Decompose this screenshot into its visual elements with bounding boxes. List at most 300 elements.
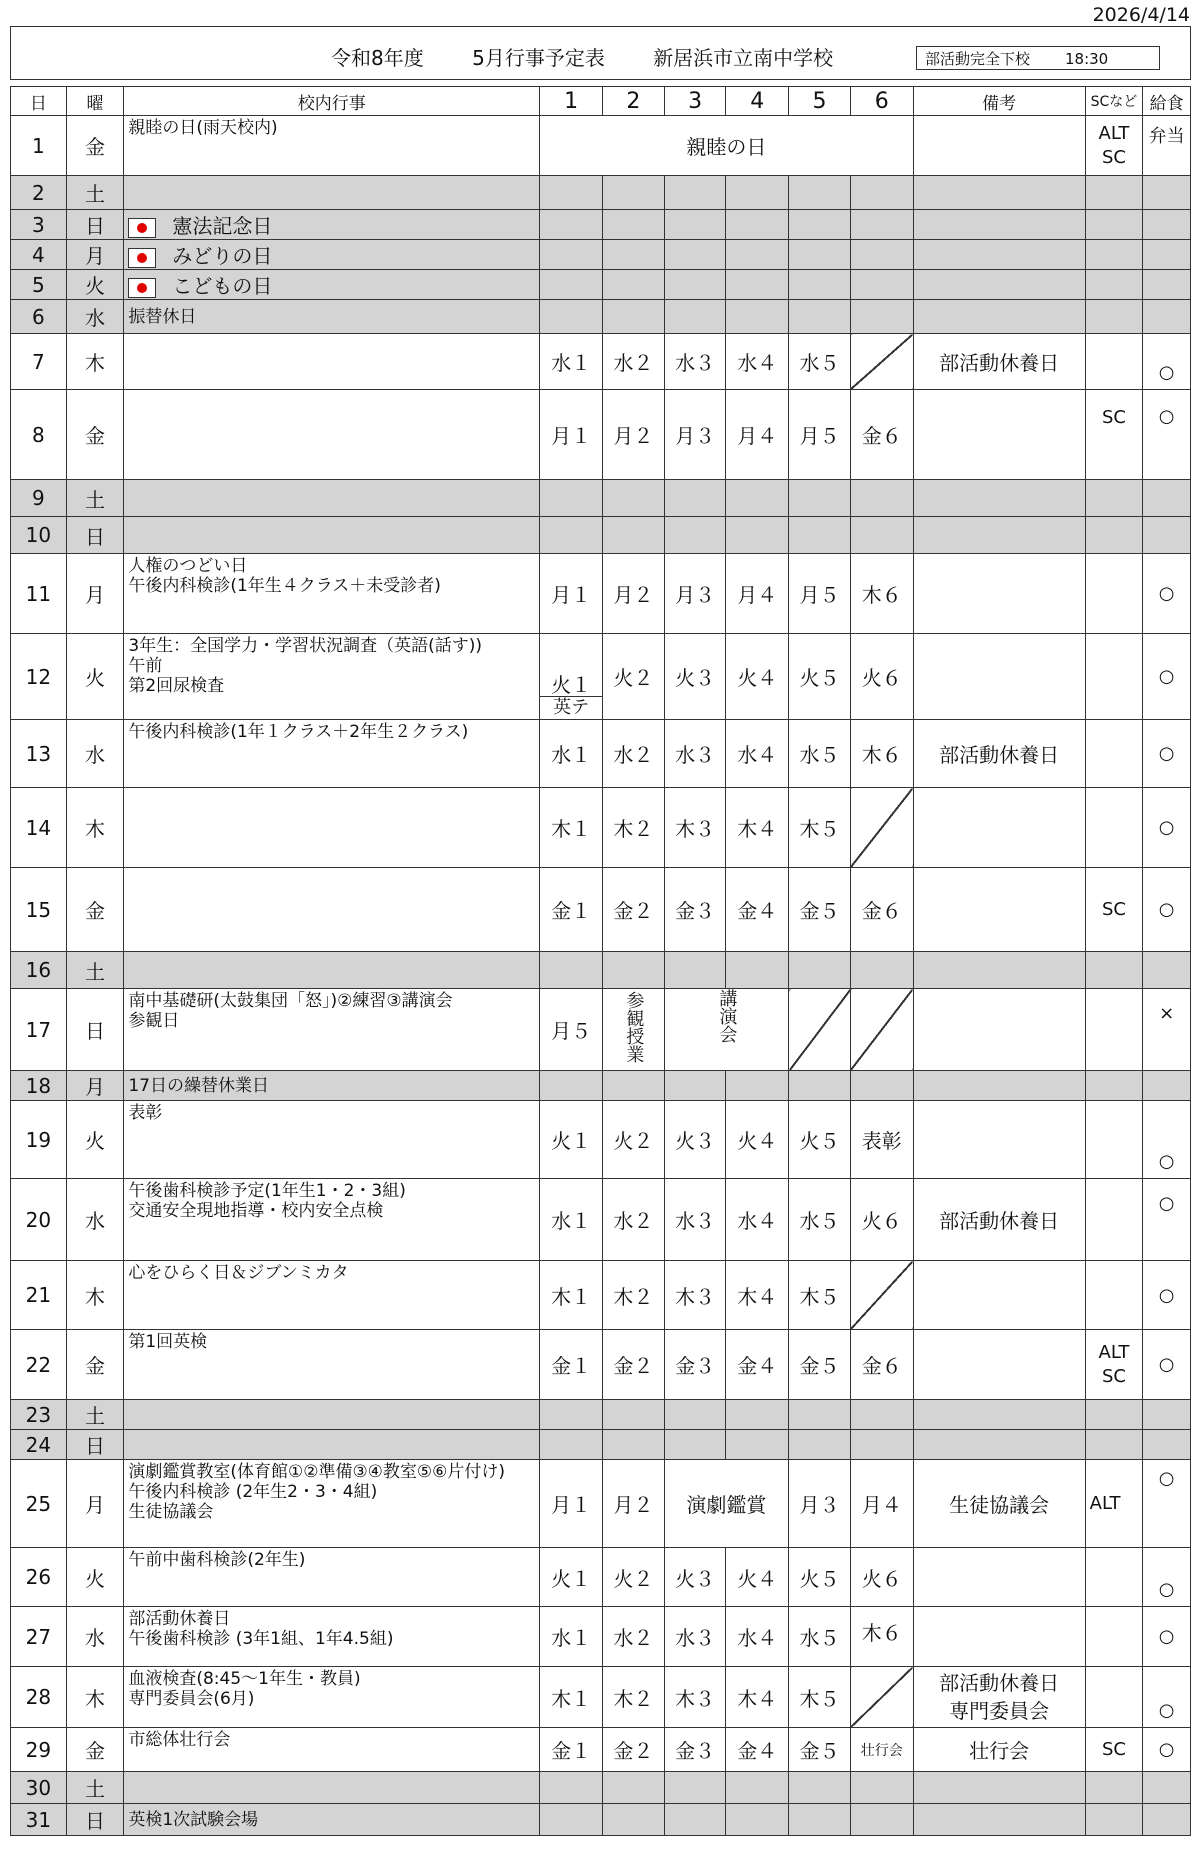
period-cell: 火１: [540, 1101, 603, 1179]
event-cell: 人権のつどい日 午後内科検診(1年生４クラス＋未受診者): [124, 554, 540, 634]
period-cell: 火３: [664, 1548, 726, 1607]
period-cell: 木６: [850, 554, 913, 634]
period-cell: 金４: [726, 1330, 789, 1400]
sc-cell: [1085, 1071, 1143, 1101]
period-cell: 火６: [850, 1548, 913, 1607]
event-cell: [124, 868, 540, 952]
meal-cell: [1143, 480, 1191, 517]
period-cell: [602, 517, 664, 554]
meal-cell: [1143, 1772, 1191, 1804]
period-cell-vertical: [602, 989, 664, 1071]
event-cell: [124, 1772, 540, 1804]
meal-cell: [1143, 1071, 1191, 1101]
event-cell: 部活動休養日 午後歯科検診 (3年1組、1年4.5組): [124, 1607, 540, 1667]
event-cell: [124, 952, 540, 989]
period-cell: [850, 1071, 913, 1101]
table-row: [11, 1179, 1191, 1261]
period-cell: 水１: [540, 1179, 603, 1261]
period-cell-none: [850, 989, 913, 1071]
col-events: 校内行事: [124, 87, 540, 116]
fiscal-year: 令和8年度: [331, 46, 424, 70]
table-row: [11, 334, 1191, 390]
period-cell: [789, 210, 851, 240]
period-cell: 水３: [664, 720, 726, 788]
period-cell: [850, 1772, 913, 1804]
period-cell: [726, 1400, 789, 1430]
weekday-cell: 水: [66, 1179, 124, 1261]
period-cell: [726, 1804, 789, 1836]
table-row: [11, 1071, 1191, 1101]
period-cell: [789, 1071, 851, 1101]
period-cell: [540, 952, 603, 989]
period-cell: 月５: [540, 989, 603, 1071]
meal-cell: [1143, 1400, 1191, 1430]
event-cell: 南中基礎研(太鼓集団「怒」)②練習③講演会 参観日: [124, 989, 540, 1071]
meal-cell: [1143, 176, 1191, 210]
day-cell: 22: [11, 1330, 67, 1400]
period-cell: 木３: [664, 1667, 726, 1728]
table-row: [11, 270, 1191, 300]
table-row: [11, 1607, 1191, 1667]
day-cell: 17: [11, 989, 67, 1071]
notes-cell: [913, 390, 1085, 480]
table-row: [11, 1430, 1191, 1460]
sc-cell: [1085, 334, 1143, 390]
period-cell: 木６: [850, 720, 913, 788]
period-cell: [789, 1400, 851, 1430]
table-row: [11, 176, 1191, 210]
sc-cell: [1085, 240, 1143, 270]
japan-flag-icon: [128, 248, 156, 268]
meal-cell: ○: [1143, 868, 1191, 952]
merged-period-cell: 親睦の日: [540, 116, 913, 176]
japan-flag-icon: [128, 218, 156, 238]
dismissal-box: [916, 46, 1160, 70]
period-vertical-text: 参観授業: [623, 991, 645, 1063]
notes-cell: [913, 517, 1085, 554]
day-cell: 14: [11, 788, 67, 868]
table-row: [11, 1728, 1191, 1772]
event-cell: [124, 270, 540, 300]
weekday-cell: 金: [66, 868, 124, 952]
period-cell: [726, 1430, 789, 1460]
weekday-cell: 月: [66, 240, 124, 270]
col-day: 日: [11, 87, 67, 116]
sc-cell: [1085, 517, 1143, 554]
event-cell: 心をひらく日＆ジブンミカタ: [124, 1261, 540, 1330]
holiday-name: 憲法記念日: [172, 214, 273, 238]
sc-cell: [1085, 989, 1143, 1071]
period-cell: 表彰: [850, 1101, 913, 1179]
period-cell: 月５: [789, 554, 851, 634]
notes-cell: [913, 176, 1085, 210]
meal-cell: ○: [1143, 788, 1191, 868]
period-cell: 水４: [726, 720, 789, 788]
day-cell: 12: [11, 634, 67, 720]
period-cell: 月３: [664, 554, 726, 634]
period-cell: 金３: [664, 1728, 726, 1772]
day-cell: 2: [11, 176, 67, 210]
col-meal: 給食: [1143, 87, 1191, 116]
notes-cell: [913, 116, 1085, 176]
period-cell: [602, 1400, 664, 1430]
meal-cell: [1143, 270, 1191, 300]
period-cell: [726, 240, 789, 270]
period-cell: 火２: [602, 634, 664, 720]
period-cell: 木２: [602, 788, 664, 868]
day-cell: 29: [11, 1728, 67, 1772]
period-cell-split: [540, 634, 603, 720]
period-cell: 金３: [664, 868, 726, 952]
notes-cell: [913, 300, 1085, 334]
period-cell: 月４: [850, 1460, 913, 1548]
period-cell: [789, 952, 851, 989]
weekday-cell: 日: [66, 517, 124, 554]
day-cell: 31: [11, 1804, 67, 1836]
period-cell: 木１: [540, 1261, 603, 1330]
notes-cell: 部活動休養日: [913, 334, 1085, 390]
sc-cell: ALT SC: [1085, 116, 1143, 176]
weekday-cell: 火: [66, 634, 124, 720]
period-cell: [726, 1071, 789, 1101]
weekday-cell: 金: [66, 1728, 124, 1772]
table-row: [11, 788, 1191, 868]
notes-cell: [913, 1772, 1085, 1804]
period-cell: [789, 1430, 851, 1460]
col-period-1: 1: [540, 87, 603, 116]
table-header-row: [11, 87, 1191, 116]
period-cell: 木５: [789, 1667, 851, 1728]
table-row: [11, 1261, 1191, 1330]
event-cell: 振替休日: [124, 300, 540, 334]
period-cell: [726, 1772, 789, 1804]
table-row: [11, 116, 1191, 176]
meal-cell: ○: [1143, 1101, 1191, 1179]
weekday-cell: 木: [66, 334, 124, 390]
period-cell: [726, 300, 789, 334]
period-cell: [850, 176, 913, 210]
notes-cell: [913, 240, 1085, 270]
period-cell: 金３: [664, 1330, 726, 1400]
period-cell: [664, 1400, 726, 1430]
weekday-cell: 木: [66, 1261, 124, 1330]
event-cell: [124, 240, 540, 270]
sc-cell: [1085, 1772, 1143, 1804]
period-cell: 月３: [664, 390, 726, 480]
period-cell: [789, 517, 851, 554]
notes-cell: [913, 210, 1085, 240]
period-cell: 木４: [726, 788, 789, 868]
sc-cell: [1085, 554, 1143, 634]
meal-cell: ○: [1143, 1460, 1191, 1548]
period-cell: [540, 1772, 603, 1804]
period-cell: 月１: [540, 554, 603, 634]
period-cell: 木５: [789, 788, 851, 868]
weekday-cell: 土: [66, 1772, 124, 1804]
period-cell: 木３: [664, 1261, 726, 1330]
period-cell: 火３: [664, 1101, 726, 1179]
period-cell: [789, 480, 851, 517]
period-cell: [789, 1804, 851, 1836]
day-cell: 26: [11, 1548, 67, 1607]
sc-cell: [1085, 480, 1143, 517]
notes-cell: [913, 1400, 1085, 1430]
period-cell: 月１: [540, 390, 603, 480]
period-cell: 火２: [602, 1548, 664, 1607]
event-cell: [124, 480, 540, 517]
period-cell: 金１: [540, 1728, 603, 1772]
col-notes: 備考: [913, 87, 1085, 116]
period-cell: 火４: [726, 1548, 789, 1607]
period-cell: [664, 1772, 726, 1804]
notes-cell: [913, 1430, 1085, 1460]
period-cell: [850, 270, 913, 300]
period-cell: [726, 517, 789, 554]
period-cell: [789, 1772, 851, 1804]
period-cell: [540, 270, 603, 300]
period-cell-none: [850, 1667, 913, 1728]
notes-cell: [913, 554, 1085, 634]
weekday-cell: 木: [66, 1667, 124, 1728]
meal-cell: ○: [1143, 1607, 1191, 1667]
day-cell: 24: [11, 1430, 67, 1460]
sc-cell: [1085, 1430, 1143, 1460]
period-cell: [664, 176, 726, 210]
day-cell: 16: [11, 952, 67, 989]
period-cell: [540, 480, 603, 517]
period-cell: 金４: [726, 1728, 789, 1772]
day-cell: 30: [11, 1772, 67, 1804]
period-cell: [789, 300, 851, 334]
event-cell: [124, 517, 540, 554]
day-cell: 3: [11, 210, 67, 240]
col-period-6: 6: [850, 87, 913, 116]
period-cell: 金１: [540, 868, 603, 952]
sc-cell: [1085, 1607, 1143, 1667]
period-cell: 木４: [726, 1261, 789, 1330]
period-cell: [850, 210, 913, 240]
period-cell: 木５: [789, 1261, 851, 1330]
period-cell: [850, 480, 913, 517]
period-cell: [540, 1071, 603, 1101]
period-cell: [540, 240, 603, 270]
holiday-name: こどもの日: [172, 274, 273, 298]
period-cell: [850, 300, 913, 334]
weekday-cell: 土: [66, 952, 124, 989]
period-cell: [726, 480, 789, 517]
day-cell: 8: [11, 390, 67, 480]
sc-cell: [1085, 1101, 1143, 1179]
document-header: [10, 26, 1191, 80]
notes-cell: [913, 1548, 1085, 1607]
notes-cell: [913, 1261, 1085, 1330]
period-cell: [789, 240, 851, 270]
event-cell: [124, 1430, 540, 1460]
period-cell: [850, 517, 913, 554]
period-cell: 月２: [602, 554, 664, 634]
japan-flag-icon: [128, 278, 156, 298]
period-cell: 火６: [850, 634, 913, 720]
period-cell: 金２: [602, 868, 664, 952]
notes-cell: [913, 480, 1085, 517]
period-cell: [540, 517, 603, 554]
sc-cell: [1085, 1261, 1143, 1330]
table-row: [11, 634, 1191, 720]
table-row: [11, 1667, 1191, 1728]
document-title: [331, 42, 875, 71]
event-cell: 親睦の日(雨天校内): [124, 116, 540, 176]
weekday-cell: 土: [66, 480, 124, 517]
period-cell: 金５: [789, 1330, 851, 1400]
notes-cell: 部活動休養日 専門委員会: [913, 1667, 1085, 1728]
period-cell: 金６: [850, 868, 913, 952]
period-cell: 水３: [664, 334, 726, 390]
holiday-name: みどりの日: [172, 244, 273, 268]
meal-cell: [1143, 517, 1191, 554]
table-row: [11, 1400, 1191, 1430]
merged-period-cell: 演劇鑑賞: [664, 1460, 788, 1548]
period-cell: 水５: [789, 1179, 851, 1261]
period-cell: [789, 176, 851, 210]
period-cell: 木６: [850, 1607, 913, 1667]
day-cell: 20: [11, 1179, 67, 1261]
period-cell: 火４: [726, 634, 789, 720]
sc-cell: [1085, 952, 1143, 989]
weekday-cell: 水: [66, 720, 124, 788]
meal-cell: ○: [1143, 634, 1191, 720]
period-cell: 火３: [664, 634, 726, 720]
meal-cell: [1143, 240, 1191, 270]
weekday-cell: 火: [66, 1548, 124, 1607]
table-row: [11, 1101, 1191, 1179]
period-cell: 水３: [664, 1179, 726, 1261]
notes-cell: [913, 270, 1085, 300]
period-cell: 水５: [789, 1607, 851, 1667]
weekday-cell: 日: [66, 1430, 124, 1460]
weekday-cell: 土: [66, 1400, 124, 1430]
period-cell: [664, 240, 726, 270]
table-row: [11, 1548, 1191, 1607]
event-cell: [124, 1400, 540, 1430]
period-cell: 木４: [726, 1667, 789, 1728]
sc-cell: ALT SC: [1085, 1330, 1143, 1400]
period-sub-value: 英テ: [540, 696, 602, 719]
table-row: [11, 989, 1191, 1071]
schedule-table: [10, 86, 1191, 1836]
weekday-cell: 水: [66, 300, 124, 334]
meal-cell: ○: [1143, 1179, 1191, 1261]
event-cell: 17日の繰替休業日: [124, 1071, 540, 1101]
event-cell: 第1回英検: [124, 1330, 540, 1400]
event-cell: 表彰: [124, 1101, 540, 1179]
sc-cell: SC: [1085, 390, 1143, 480]
period-cell: 金６: [850, 390, 913, 480]
day-cell: 11: [11, 554, 67, 634]
table-row: [11, 1460, 1191, 1548]
notes-cell: [913, 788, 1085, 868]
period-cell: 月５: [789, 390, 851, 480]
period-cell: 金５: [789, 868, 851, 952]
period-cell: 水２: [602, 1179, 664, 1261]
period-cell: [540, 1804, 603, 1836]
period-cell: [850, 952, 913, 989]
weekday-cell: 日: [66, 989, 124, 1071]
meal-cell: [1143, 210, 1191, 240]
meal-cell: ○: [1143, 1667, 1191, 1728]
day-cell: 9: [11, 480, 67, 517]
period-cell: [664, 952, 726, 989]
day-cell: 15: [11, 868, 67, 952]
notes-cell: 部活動休養日: [913, 720, 1085, 788]
period-cell: 木２: [602, 1667, 664, 1728]
period-value: 火１: [551, 673, 592, 697]
period-cell-vertical: [664, 989, 788, 1071]
schedule-title: 5月行事予定表: [472, 46, 605, 70]
notes-cell: 部活動休養日: [913, 1179, 1085, 1261]
period-cell: [602, 300, 664, 334]
day-cell: 4: [11, 240, 67, 270]
school-name: 新居浜市立南中学校: [653, 46, 834, 70]
table-row: [11, 390, 1191, 480]
event-cell: 午前中歯科検診(2年生): [124, 1548, 540, 1607]
meal-cell: [1143, 300, 1191, 334]
period-cell: 水４: [726, 334, 789, 390]
period-cell: [540, 210, 603, 240]
table-row: [11, 210, 1191, 240]
weekday-cell: 月: [66, 1071, 124, 1101]
period-cell: [602, 1071, 664, 1101]
period-cell: 月２: [602, 390, 664, 480]
table-row: [11, 1330, 1191, 1400]
period-cell: [850, 1400, 913, 1430]
notes-cell: [913, 1607, 1085, 1667]
period-cell: 水２: [602, 720, 664, 788]
meal-cell: ○: [1143, 1728, 1191, 1772]
meal-cell: ○: [1143, 1330, 1191, 1400]
period-cell: [602, 952, 664, 989]
period-cell: 月２: [602, 1460, 664, 1548]
period-cell: 火６: [850, 1179, 913, 1261]
period-cell: 水４: [726, 1179, 789, 1261]
period-cell: 金２: [602, 1728, 664, 1772]
period-cell: 木３: [664, 788, 726, 868]
meal-cell: ○: [1143, 390, 1191, 480]
day-cell: 5: [11, 270, 67, 300]
day-cell: 13: [11, 720, 67, 788]
col-period-5: 5: [789, 87, 851, 116]
meal-cell: ○: [1143, 1261, 1191, 1330]
weekday-cell: 金: [66, 390, 124, 480]
weekday-cell: 月: [66, 554, 124, 634]
period-cell: [850, 1804, 913, 1836]
weekday-cell: 火: [66, 270, 124, 300]
event-cell: 3年生：全国学力・学習状況調査（英語(話す)) 午前 第2回尿検査: [124, 634, 540, 720]
col-sc: SCなど: [1085, 87, 1143, 116]
table-row: [11, 300, 1191, 334]
meal-cell: [1143, 952, 1191, 989]
period-cell: [789, 270, 851, 300]
sc-cell: [1085, 270, 1143, 300]
col-weekday: 曜: [66, 87, 124, 116]
day-cell: 19: [11, 1101, 67, 1179]
table-row: [11, 517, 1191, 554]
notes-cell: [913, 1804, 1085, 1836]
period-cell: [664, 270, 726, 300]
period-cell: [602, 176, 664, 210]
period-cell: 火５: [789, 1548, 851, 1607]
event-cell: [124, 210, 540, 240]
period-cell: 水４: [726, 1607, 789, 1667]
